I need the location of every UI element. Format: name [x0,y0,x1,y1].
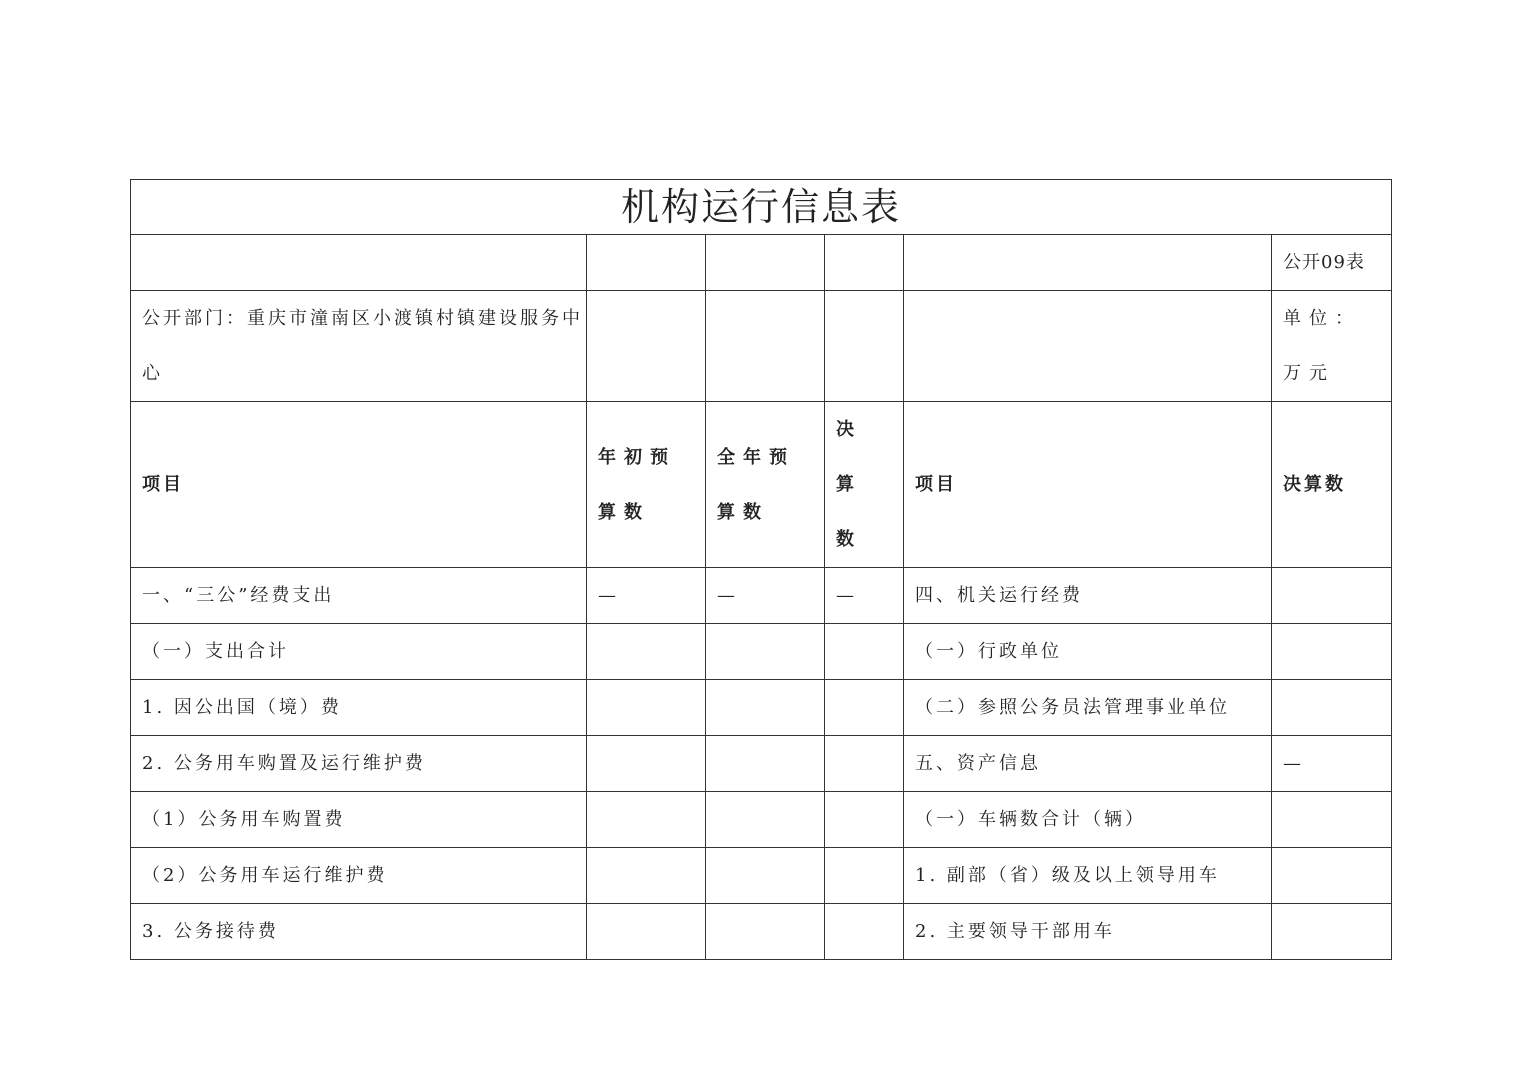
row-label: 一、“三公”经费支出 [131,568,587,624]
right-value-cell [1272,904,1392,960]
empty-cell [825,291,904,402]
row-label: 3. 公务接待费 [131,904,587,960]
empty-cell [904,235,1272,291]
final-accounts-cell [825,680,904,736]
table-row [131,792,1392,848]
table-row [131,736,1392,792]
row-label: （2）公务用车运行维护费 [131,848,587,904]
empty-cell [706,291,825,402]
right-row-label: 四、机关运行经费 [904,568,1272,624]
empty-cell [706,235,825,291]
right-row-label: 1. 副部（省）级及以上领导用车 [904,848,1272,904]
table-row [131,848,1392,904]
form-number: 公开09表 [1272,235,1392,291]
right-value-cell [1272,848,1392,904]
right-value-cell: — [1272,736,1392,792]
empty-cell [587,235,706,291]
right-value-cell [1272,792,1392,848]
row-label: （1）公务用车购置费 [131,792,587,848]
table-title: 机构运行信息表 [131,180,1392,235]
empty-cell [587,291,706,402]
final-accounts-cell [825,792,904,848]
row-label: （一）支出合计 [131,624,587,680]
title-row [131,180,1392,235]
annual-budget-cell: — [706,568,825,624]
unit-label: 单位：万元 [1272,291,1392,402]
department-row [131,291,1392,402]
right-value-cell [1272,568,1392,624]
form-number-row [131,235,1392,291]
final-accounts-cell [825,848,904,904]
table-row [131,680,1392,736]
final-accounts-cell: — [825,568,904,624]
table-row [131,568,1392,624]
initial-budget-cell [587,904,706,960]
initial-budget-cell [587,848,706,904]
right-row-label: （一）车辆数合计（辆） [904,792,1272,848]
right-row-label: （二）参照公务员法管理事业单位 [904,680,1272,736]
right-value-cell [1272,680,1392,736]
final-accounts-cell [825,624,904,680]
row-label: 2. 公务用车购置及运行维护费 [131,736,587,792]
initial-budget-cell: — [587,568,706,624]
initial-budget-cell [587,624,706,680]
row-label: 1. 因公出国（境）费 [131,680,587,736]
right-row-label: 2. 主要领导干部用车 [904,904,1272,960]
annual-budget-cell [706,736,825,792]
header-row [131,402,1392,568]
table-row [131,904,1392,960]
empty-cell [904,291,1272,402]
table-row [131,624,1392,680]
annual-budget-cell [706,848,825,904]
header-initial-budget: 年初预算数 [587,402,706,568]
initial-budget-cell [587,680,706,736]
right-row-label: （一）行政单位 [904,624,1272,680]
empty-cell [131,235,587,291]
annual-budget-cell [706,624,825,680]
header-item: 项目 [131,402,587,568]
final-accounts-cell [825,736,904,792]
right-row-label: 五、资产信息 [904,736,1272,792]
empty-cell [825,235,904,291]
right-value-cell [1272,624,1392,680]
department-label: 公开部门：重庆市潼南区小渡镇村镇建设服务中心 [131,291,587,402]
header-annual-budget: 全年预算数 [706,402,825,568]
header-final-accounts-right: 决算数 [1272,402,1392,568]
header-item-right: 项目 [904,402,1272,568]
initial-budget-cell [587,792,706,848]
institution-operation-table [130,179,1392,960]
final-accounts-cell [825,904,904,960]
initial-budget-cell [587,736,706,792]
annual-budget-cell [706,904,825,960]
header-final-accounts: 决算数 [825,402,904,568]
annual-budget-cell [706,792,825,848]
annual-budget-cell [706,680,825,736]
